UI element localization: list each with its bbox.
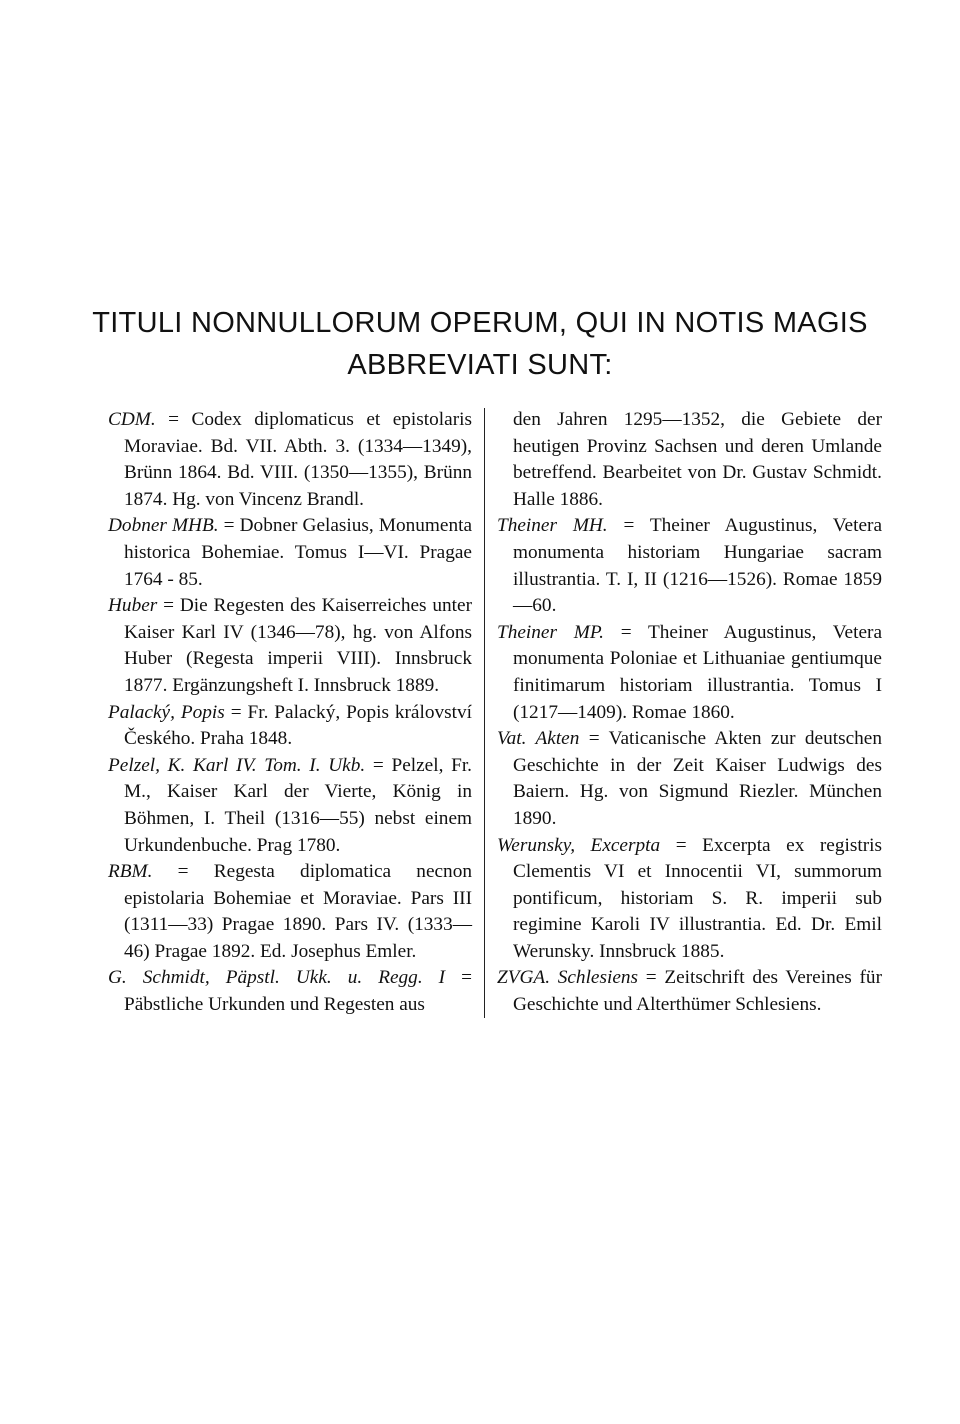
entry-text: = Dobner Gelasius, Monumenta historica Bohemiae. Tomus I—VI. Pragae 1764 - 85. xyxy=(124,515,473,590)
bibliography-entry-huber xyxy=(108,593,472,699)
page-title xyxy=(80,302,880,386)
entry-text: = Regesta diplomatica necnon epistolaria Bohemiae et Moraviae. Pars III (1311—33) Pragae 1890. Pars IV. (1333—46) Pragae 1892. Ed. Josephus Emler. xyxy=(124,861,472,962)
entry-abbreviation: Pelzel, K. Karl IV. Tom. I. Ukb. xyxy=(108,754,366,776)
entry-text: = Pelzel, Fr. M., Kaiser Karl der Vierte, König in Böhmen, I. Theil (1316—55) nebst einem Urkundenbuche. Prag 1780. xyxy=(124,754,472,856)
entry-text: den Jahren 1295—1352, die Gebiete der heutigen Provinz Sachsen und deren Umlande betreffend. Bearbeitet von Dr. Gustav Schmidt. Halle 1886. xyxy=(513,409,882,510)
entry-abbreviation: Theiner MH. xyxy=(497,515,608,537)
entry-abbreviation: Werunsky, Excerpta xyxy=(497,834,661,856)
bibliography-entry-theiner-mp xyxy=(497,620,882,726)
bibliography-entry-zvga xyxy=(497,965,882,1018)
entry-text: = Excerpta ex registris Clementis VI et Innocentii VI, summorum pontificum, historiam S. R. imperii sub regimine Karoli IV illustrantia. Ed. Dr. Emil Werunsky. Innsbruck 1885. xyxy=(513,834,882,962)
entry-text: = Theiner Augustinus, Vetera monumenta historiam Hungariae sacram illustrantia. T. I, II (1216—1526). Romae 1859—60. xyxy=(513,515,883,617)
entry-abbreviation: ZVGA. Schlesiens xyxy=(497,967,639,989)
bibliography-entry-schmidt xyxy=(108,965,472,1018)
entry-text: = Zeitschrift des Vereines für Geschichte und Alterthümer Schlesiens. xyxy=(513,967,882,1016)
entry-abbreviation: G. Schmidt, Päpstl. Ukk. u. Regg. I xyxy=(108,967,446,989)
entry-abbreviation: CDM. xyxy=(108,409,156,430)
entry-abbreviation: RBM. xyxy=(108,861,153,883)
bibliography-entry-werunsky xyxy=(497,833,882,966)
entry-abbreviation: Dobner MHB. xyxy=(108,515,219,537)
column-divider xyxy=(484,408,485,1018)
entry-text: = Theiner Augustinus, Vetera monumenta Poloniae et Lithuaniae gentiumque finitimarum historiam illustrantia. Tomus I (1217—1409). Romae 1860. xyxy=(513,621,883,723)
bibliography-entry-pelzel xyxy=(108,753,472,859)
left-column xyxy=(108,407,472,1019)
bibliography-entry-theiner-mh xyxy=(497,513,882,619)
title-line-2: ABBREVIATI SUNT: xyxy=(347,349,613,382)
bibliography-entry-dobner xyxy=(108,513,472,593)
entry-abbreviation: Vat. Akten xyxy=(497,728,580,750)
title-line-1: TITULI NONNULLORUM OPERUM, QUI IN NOTIS MAGIS xyxy=(92,307,868,340)
bibliography-entry-schmidt-continued xyxy=(497,407,882,513)
bibliography-entry-cdm xyxy=(108,407,472,513)
entry-text: = Vaticanische Akten zur deutschen Geschichte in der Zeit Kaiser Ludwigs des Baiern. Hg. von Sigmund Riezler. München 1890. xyxy=(513,728,882,829)
entry-abbreviation: Theiner MP. xyxy=(497,621,604,643)
entry-text: = Codex diplomaticus et epistolaris Moraviae. Bd. VII. Abth. 3. (1334—1349), Brünn 1864. Bd. VIII. (1350—1355), Brünn 1874. Hg. von Vincenz Brandl. xyxy=(124,409,472,510)
entry-abbreviation: Huber xyxy=(108,595,158,617)
bibliography-entry-palacky xyxy=(108,700,472,753)
entry-text: = Fr. Palacký, Popis království Českého. Praha 1848. xyxy=(124,701,472,750)
right-column xyxy=(497,407,882,1019)
entry-abbreviation: Palacký, Popis xyxy=(108,701,225,723)
entry-text: = Päbstliche Urkunden und Regesten aus xyxy=(124,967,472,1016)
bibliography-entry-rbm xyxy=(108,859,472,965)
entry-text: = Die Regesten des Kaiserreiches unter Kaiser Karl IV (1346—78), hg. von Alfons Huber (Regesta imperii VIII). Innsbruck 1877. Ergänzungsheft I. Innsbruck 1889. xyxy=(124,595,472,696)
bibliography-entry-vat-akten xyxy=(497,726,882,832)
